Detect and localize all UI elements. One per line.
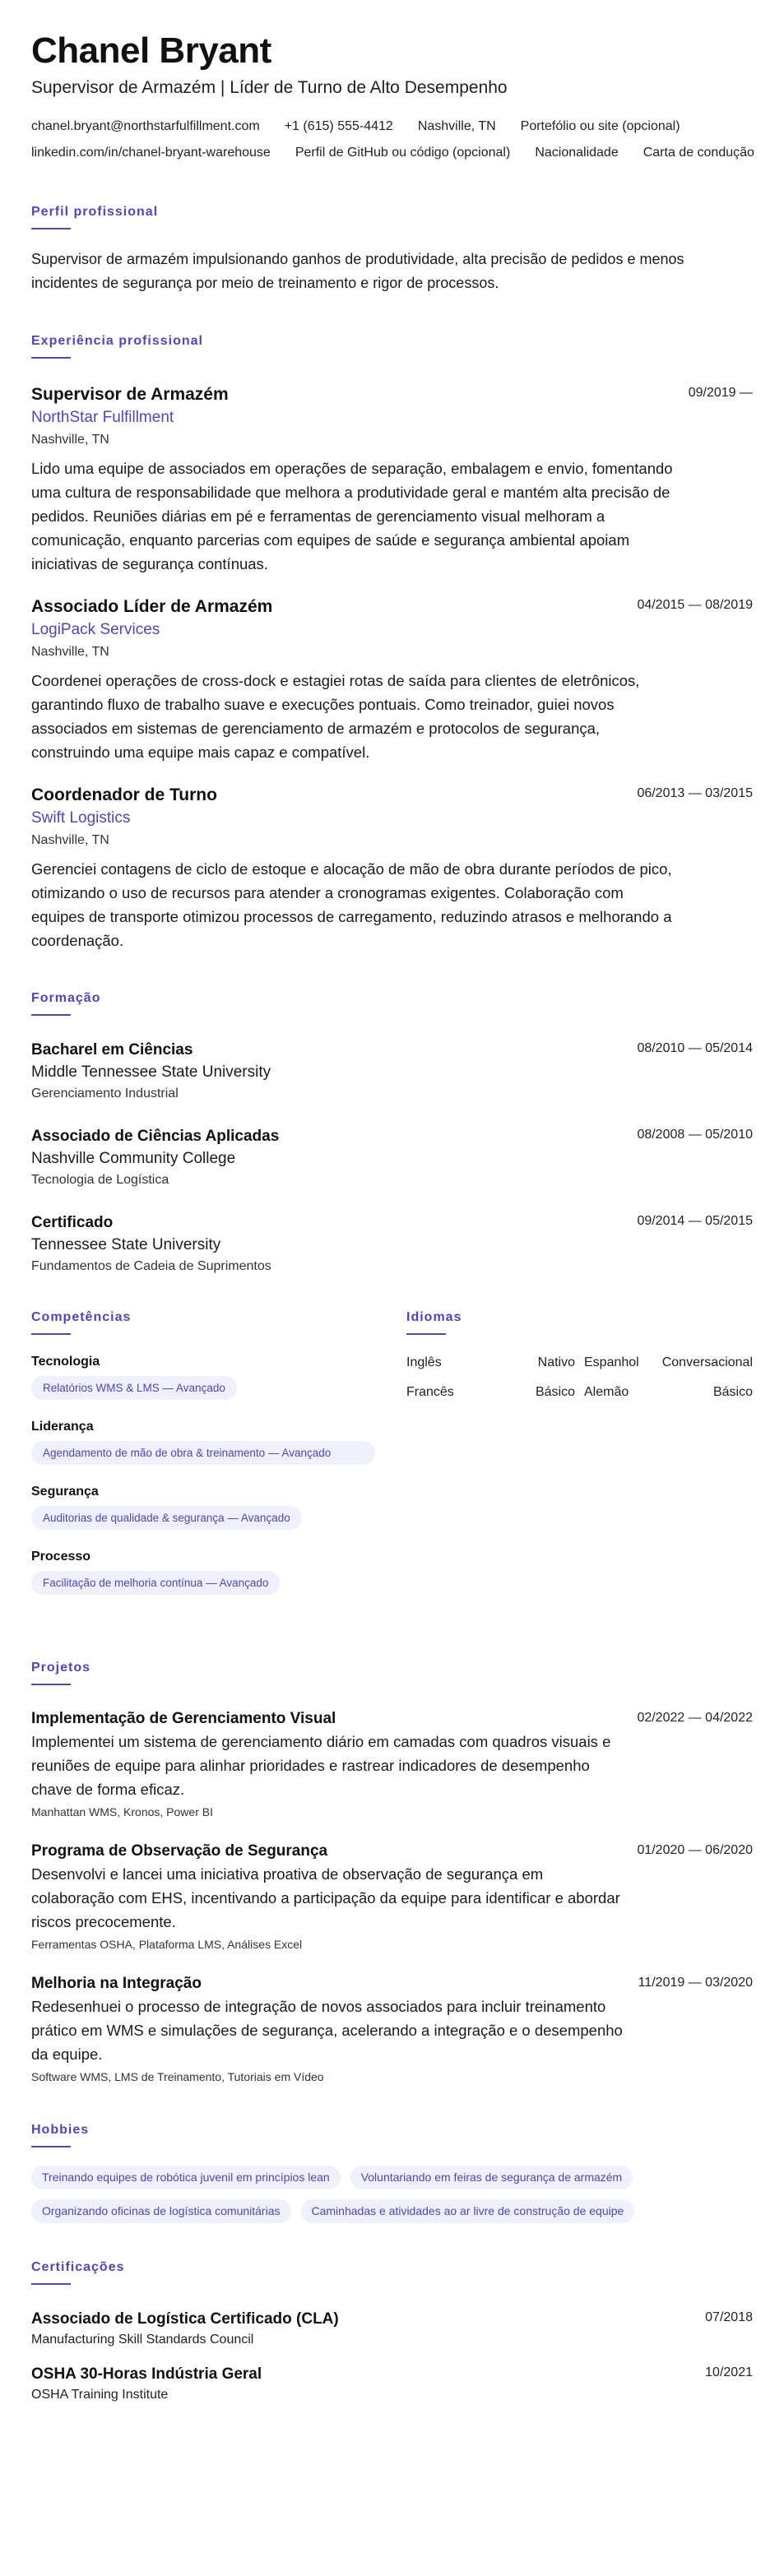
certification-issuer: Manufacturing Skill Standards Council [31,2333,254,2347]
language-level: Básico [535,1385,575,1399]
entry-location: Nashville, TN [31,833,109,847]
entry-role: Supervisor de Armazém [31,385,229,404]
language-row [406,1353,753,1383]
entry-company: NorthStar Fulfillment [31,409,174,426]
contact-list [31,114,755,166]
education-section [31,990,753,1276]
experience-section [31,333,753,952]
resume-header [31,30,753,166]
language-row [406,1383,753,1412]
entry-location: Nashville, TN [31,645,109,659]
skill-chip: Facilitação de melhoria contínua — Avançado [31,1571,280,1595]
section-title: Competências [31,1310,132,1324]
summary-section [31,204,753,295]
project-title: Programa de Observação de Segurança [31,1842,328,1860]
skill-chip: Auditorias de qualidade & segurança — Avançado [31,1506,302,1530]
hobby-chip: Voluntariando em feiras de segurança de armazém [350,2166,633,2189]
entry-role: Associado Líder de Armazém [31,597,273,616]
entry-description: Gerenciei contagens de ciclo de estoque e alocação de mão de obra durante períodos de pico, otimizando o uso de recursos para atender a cronogramas exigentes. Colaboração com equipes de transporte otimizou processos de carregamento, reduzindo atrasos e melhorando a coordenação. [31,860,672,949]
section-title: Perfil profissional [31,205,159,219]
skill-chip: Relatórios WMS & LMS — Avançado [31,1376,237,1400]
section-divider [31,228,71,229]
project-description: Desenvolvi e lancei uma iniciativa proativa de observação de segurança em colaboração com EHS, incentivando a participação da equipe para identificar e abordar riscos precocemente. [31,1865,620,1930]
candidate-headline: Supervisor de Armazém | Líder de Turno de Alto Desempenho [31,78,508,97]
candidate-name: Chanel Bryant [31,30,271,71]
entry-description: Coordenei operações de cross-dock e estagiei rotas de saída para clientes de eletrônicos, garantindo fluxo de trabalho suave e execuções pontuais. Como treinador, guiei novos associados em sistemas de gerenciamento de armazém e protocolos de segurança, construindo uma equipe mais capaz e compatível. [31,672,640,761]
skill-group [31,1353,377,1400]
skill-group [31,1483,377,1530]
entry-school: Tennessee State University [31,1236,221,1253]
education-entry [31,1039,753,1104]
entry-dates: 04/2015 — 08/2019 [637,598,753,612]
section-divider [406,1333,446,1335]
certification-title: Associado de Logística Certificado (CLA) [31,2310,339,2328]
contact-github[interactable]: Perfil de GitHub ou código (opcional) [295,146,511,160]
section-title: Hobbies [31,2123,90,2137]
experience-entry [31,595,753,764]
entry-description: Lido uma equipe de associados em operações de separação, embalagem e envio, fomentando uma cultura de responsabilidade que melhora a produtividade geral e mantém alta precisão de pedidos. Reuniões diárias em pé e ferramentas de gerenciamento visual melhoram a comunicação, enquanto parcerias com equipes de saúde e segurança ambiental apoiam iniciativas de segurança contínuas. [31,460,673,572]
project-title: Implementação de Gerenciamento Visual [31,1710,336,1727]
section-divider [31,1684,71,1685]
language-name: Inglês [406,1355,442,1369]
entry-degree: Certificado [31,1214,114,1231]
hobbies-section [31,2122,753,2223]
project-tech: Software WMS, LMS de Treinamento, Tutoriais em Vídeo [31,2070,324,2083]
skill-category: Tecnologia [31,1355,100,1369]
entry-company: LogiPack Services [31,621,160,638]
contact-location: Nashville, TN [417,119,496,133]
certification-date: 07/2018 [705,2310,753,2324]
education-entry [31,1212,753,1276]
entry-dates: 11/2019 — 03/2020 [638,1976,753,1990]
summary-text: Supervisor de armazém impulsionando ganhos de produtividade, alta precisão de pedidos e menos incidentes de segurança por meio de treinamento e rigor de processos. [31,251,684,291]
certification-entry [31,2363,753,2405]
entry-dates: 08/2010 — 05/2014 [637,1041,753,1055]
skills-languages-row [31,1309,753,1638]
contact-portfolio[interactable]: Portefólio ou site (opcional) [520,119,680,133]
language-level: Básico [712,1385,753,1399]
skill-group [31,1418,377,1465]
project-entry [31,1973,753,2086]
project-entry [31,1708,753,1821]
hobby-chip: Caminhadas e atividades ao ar livre de construção de equipe [301,2199,635,2223]
entry-degree: Associado de Ciências Aplicadas [31,1128,280,1145]
certifications-section [31,2259,753,2405]
languages-section [406,1309,753,1412]
contact-phone[interactable]: +1 (615) 555-4412 [284,119,393,133]
language-name: Espanhol [584,1355,639,1369]
contact-driving-license: Carta de condução [643,146,754,160]
section-title: Projetos [31,1661,91,1675]
entry-dates: 02/2022 — 04/2022 [637,1711,753,1725]
language-table [406,1353,753,1412]
education-entry [31,1125,753,1190]
language-name: Alemão [584,1385,629,1399]
certification-title: OSHA 30-Horas Indústria Geral [31,2365,262,2383]
skill-category: Processo [31,1550,91,1564]
contact-nationality: Nacionalidade [535,146,619,160]
entry-dates: 08/2008 — 05/2010 [637,1128,753,1142]
skill-chip: Agendamento de mão de obra & treinamento — Avançado [31,1441,375,1465]
certification-issuer: OSHA Training Institute [31,2388,169,2402]
skill-category: Segurança [31,1485,99,1499]
skill-group [31,1548,377,1595]
project-title: Melhoria na Integração [31,1975,202,1992]
entry-field: Tecnologia de Logística [31,1173,169,1187]
entry-role: Coordenador de Turno [31,785,217,804]
experience-entry [31,784,753,952]
projects-section [31,1660,753,2086]
entry-degree: Bacharel em Ciências [31,1041,193,1059]
entry-field: Fundamentos de Cadeia de Suprimentos [31,1259,271,1273]
project-tech: Ferramentas OSHA, Plataforma LMS, Análises Excel [31,1938,303,1951]
entry-dates: 06/2013 — 03/2015 [637,786,753,800]
section-divider [31,1333,71,1335]
certification-date: 10/2021 [705,2365,753,2379]
entry-company: Swift Logistics [31,809,131,827]
contact-linkedin[interactable]: linkedin.com/in/chanel-bryant-warehouse [31,146,271,160]
contact-email[interactable]: chanel.bryant@northstarfulfillment.com [31,119,260,133]
section-divider [31,1014,71,1016]
entry-dates: 01/2020 — 06/2020 [637,1843,753,1857]
project-entry [31,1841,753,1953]
entry-field: Gerenciamento Industrial [31,1086,179,1100]
language-level: Conversacional [661,1355,753,1369]
project-description: Implementei um sistema de gerenciamento diário em camadas com quadros visuais e reuniões de equipe para alinhar prioridades e rastrear indicadores de desempenho chave de forma eficaz. [31,1733,611,1798]
entry-dates: 09/2014 — 05/2015 [637,1214,753,1228]
language-name: Francês [406,1385,454,1399]
language-level: Nativo [537,1355,575,1369]
project-description: Redesenhuei o processo de integração de novos associados para incluir treinamento prático em WMS e simulações de segurança, acelerando a integração e o desempenho da equipe. [31,1998,623,2063]
entry-dates: 09/2019 — [688,386,753,400]
entry-location: Nashville, TN [31,433,109,447]
hobby-chip: Organizando oficinas de logística comunitárias [31,2199,291,2223]
experience-entry [31,383,753,576]
project-tech: Manhattan WMS, Kronos, Power BI [31,1805,213,1818]
section-title: Idiomas [406,1310,462,1324]
skill-category: Liderança [31,1420,94,1434]
section-divider [31,357,71,359]
entry-school: Nashville Community College [31,1150,236,1167]
skills-section [31,1309,377,1595]
entry-school: Middle Tennessee State University [31,1063,271,1081]
certification-entry [31,2308,753,2350]
section-divider [31,2146,71,2147]
hobby-chip: Treinando equipes de robótica juvenil em princípios lean [31,2166,341,2189]
hobby-list [31,2166,739,2223]
section-title: Formação [31,991,101,1005]
section-divider [31,2283,71,2285]
section-title: Experiência profissional [31,334,203,348]
section-title: Certificações [31,2260,125,2274]
